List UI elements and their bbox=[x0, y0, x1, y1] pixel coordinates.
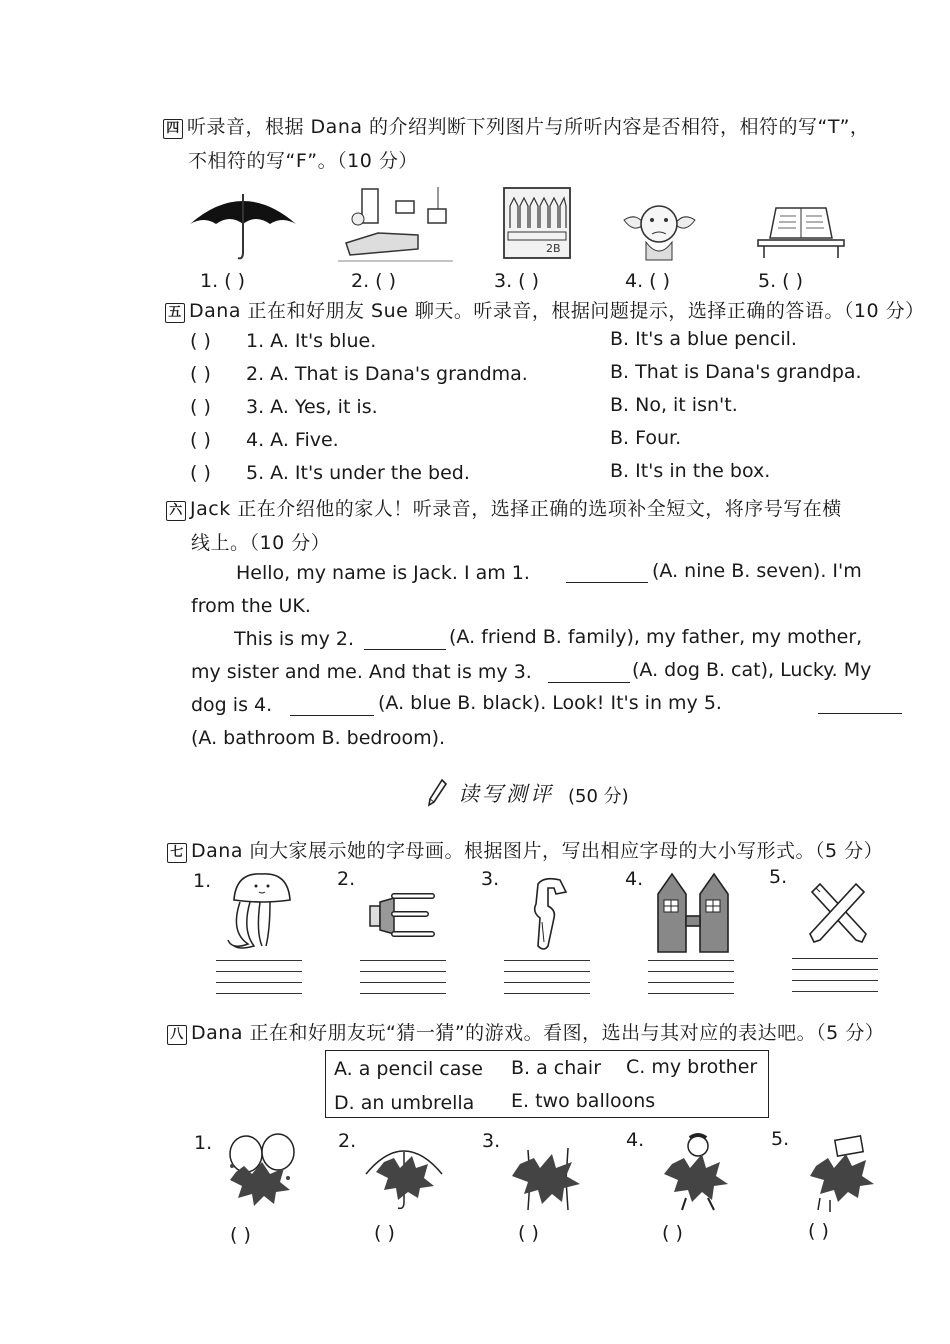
s5-option-b-5: B. It's in the box. bbox=[610, 460, 771, 482]
section-5-title bbox=[165, 296, 925, 323]
s6-p2-text-g: (A. bathroom B. bedroom). bbox=[191, 727, 446, 749]
s8-paren-5[interactable]: ( ) bbox=[808, 1220, 829, 1242]
balloons-splat-picture bbox=[222, 1132, 300, 1212]
s5-option-a-5: 5. A. It's under the bed. bbox=[246, 462, 470, 484]
s6-p1-text-b: (A. nine B. seven). I'm bbox=[652, 560, 862, 582]
section-4-title-line2: 不相符的写“F”。（10 分） bbox=[188, 150, 418, 172]
reading-writing-score: (50 分) bbox=[568, 786, 629, 807]
s5-option-b-1: B. It's a blue pencil. bbox=[610, 328, 797, 350]
wrench-picture bbox=[526, 876, 572, 952]
section-4-title-line1 bbox=[163, 112, 869, 139]
s5-paren-1: ( ) bbox=[190, 330, 211, 352]
s6-blank-3[interactable] bbox=[548, 681, 630, 683]
s4-label-2: 2. ( ) bbox=[351, 270, 397, 292]
section-6-title-text: Jack 正在介绍他的家人！听录音，选择正确的选项补全短文，将序号写在横 bbox=[190, 498, 842, 520]
s7-writing-lines-3[interactable] bbox=[504, 960, 590, 1004]
s8-label-4: 4. bbox=[626, 1129, 645, 1151]
s7-label-3: 3. bbox=[481, 868, 500, 890]
option-c: C. my brother bbox=[626, 1056, 758, 1078]
s6-p2-text-e: dog is 4. bbox=[191, 694, 273, 716]
umbrella-splat-picture bbox=[362, 1132, 446, 1214]
section-4-title-text: 听录音，根据 Dana 的介绍判断下列图片与所听内容是否相符，相符的写“T”， bbox=[187, 116, 870, 138]
s5-option-b-4: B. Four. bbox=[610, 427, 682, 449]
s6-blank-2[interactable] bbox=[364, 648, 446, 650]
s7-label-2: 2. bbox=[337, 868, 356, 890]
reading-writing-title: 读写测评 bbox=[458, 782, 554, 806]
s6-p2-text-f: (A. blue B. black). Look! It's in my 5. bbox=[378, 692, 722, 714]
s5-option-a-2: 2. A. That is Dana's grandma. bbox=[246, 363, 528, 385]
s7-writing-lines-4[interactable] bbox=[648, 960, 734, 1004]
section-7-title-text: Dana 向大家展示她的字母画。根据图片，写出相应字母的大小写形式。（5 分） bbox=[191, 840, 884, 862]
section-4-number: 四 bbox=[163, 119, 183, 139]
s6-p2-text-c: my sister and me. And that is my 3. bbox=[191, 661, 532, 683]
s5-option-a-3: 3. A. Yes, it is. bbox=[246, 396, 378, 418]
s4-label-5: 5. ( ) bbox=[758, 270, 804, 292]
section-7-number: 七 bbox=[167, 843, 187, 863]
fan-picture bbox=[366, 888, 438, 944]
section-7-title bbox=[167, 836, 883, 863]
option-e: E. two balloons bbox=[511, 1090, 656, 1112]
s6-p2-text-d: (A. dog B. cat), Lucky. My bbox=[632, 659, 872, 681]
s7-writing-lines-5[interactable] bbox=[792, 958, 878, 1002]
s4-label-3: 3. ( ) bbox=[494, 270, 540, 292]
section-6-title-line1 bbox=[166, 494, 842, 521]
s8-label-1: 1. bbox=[194, 1132, 213, 1154]
s6-p2-text-a: This is my 2. bbox=[234, 628, 355, 650]
svg-text:2B: 2B bbox=[546, 242, 561, 255]
s8-paren-1[interactable]: ( ) bbox=[230, 1224, 251, 1246]
s8-label-3: 3. bbox=[482, 1130, 501, 1152]
crayons-box-picture bbox=[502, 186, 572, 261]
s6-p2-text-b: (A. friend B. family), my father, my mother, bbox=[449, 626, 863, 648]
s6-blank-4[interactable] bbox=[290, 714, 374, 716]
s5-option-b-3: B. No, it isn't. bbox=[610, 394, 738, 416]
s4-label-4: 4. ( ) bbox=[625, 270, 671, 292]
angry-grandpa-picture bbox=[622, 190, 697, 262]
pencil-case-splat-picture bbox=[806, 1134, 878, 1216]
crossed-pencils-picture bbox=[806, 880, 870, 946]
section-5-number: 五 bbox=[165, 303, 185, 323]
section-6-number: 六 bbox=[166, 501, 186, 521]
s8-paren-4[interactable]: ( ) bbox=[662, 1222, 683, 1244]
house-picture bbox=[654, 870, 732, 954]
s4-label-1: 1. ( ) bbox=[200, 270, 246, 292]
section-6-title-line2: 线上。（10 分） bbox=[191, 532, 331, 554]
living-room-picture bbox=[338, 183, 453, 265]
s8-paren-3[interactable]: ( ) bbox=[518, 1222, 539, 1244]
s5-paren-3: ( ) bbox=[190, 396, 211, 418]
pencil-icon bbox=[426, 778, 448, 808]
s6-p1-text-a: Hello, my name is Jack. I am 1. bbox=[236, 562, 530, 584]
s7-writing-lines-2[interactable] bbox=[360, 960, 446, 1004]
s5-paren-2: ( ) bbox=[190, 363, 211, 385]
umbrella-picture bbox=[186, 186, 301, 266]
s8-label-5: 5. bbox=[771, 1128, 790, 1150]
option-b: B. a chair bbox=[511, 1057, 602, 1079]
desk-book-picture bbox=[756, 204, 846, 260]
section-8-title-text: Dana 正在和好朋友玩“猜一猜”的游戏。看图，选出与其对应的表达吧。（5 分） bbox=[191, 1022, 885, 1044]
boy-splat-picture bbox=[656, 1132, 736, 1214]
s7-label-4: 4. bbox=[625, 868, 644, 890]
option-d: D. an umbrella bbox=[334, 1092, 475, 1114]
s7-label-1: 1. bbox=[193, 870, 212, 892]
s8-label-2: 2. bbox=[338, 1130, 357, 1152]
section-8-number: 八 bbox=[167, 1025, 187, 1045]
option-a: A. a pencil case bbox=[334, 1058, 483, 1080]
s5-option-a-4: 4. A. Five. bbox=[246, 429, 339, 451]
s7-label-5: 5. bbox=[769, 866, 788, 888]
s6-p1-text-c: from the UK. bbox=[191, 595, 311, 617]
s5-paren-4: ( ) bbox=[190, 429, 211, 451]
chair-splat-picture bbox=[506, 1140, 590, 1218]
section-5-title-text: Dana 正在和好朋友 Sue 聊天。听录音，根据问题提示，选择正确的答语。（10 分） bbox=[189, 300, 925, 322]
s6-blank-5[interactable] bbox=[818, 712, 902, 714]
jellyfish-picture bbox=[226, 870, 296, 954]
s5-paren-5: ( ) bbox=[190, 462, 211, 484]
s8-paren-2[interactable]: ( ) bbox=[374, 1222, 395, 1244]
s6-blank-1[interactable] bbox=[566, 581, 648, 583]
s5-option-b-2: B. That is Dana's grandpa. bbox=[610, 361, 862, 383]
section-8-title bbox=[167, 1018, 884, 1045]
s7-writing-lines-1[interactable] bbox=[216, 960, 302, 1004]
s5-option-a-1: 1. A. It's blue. bbox=[246, 330, 377, 352]
